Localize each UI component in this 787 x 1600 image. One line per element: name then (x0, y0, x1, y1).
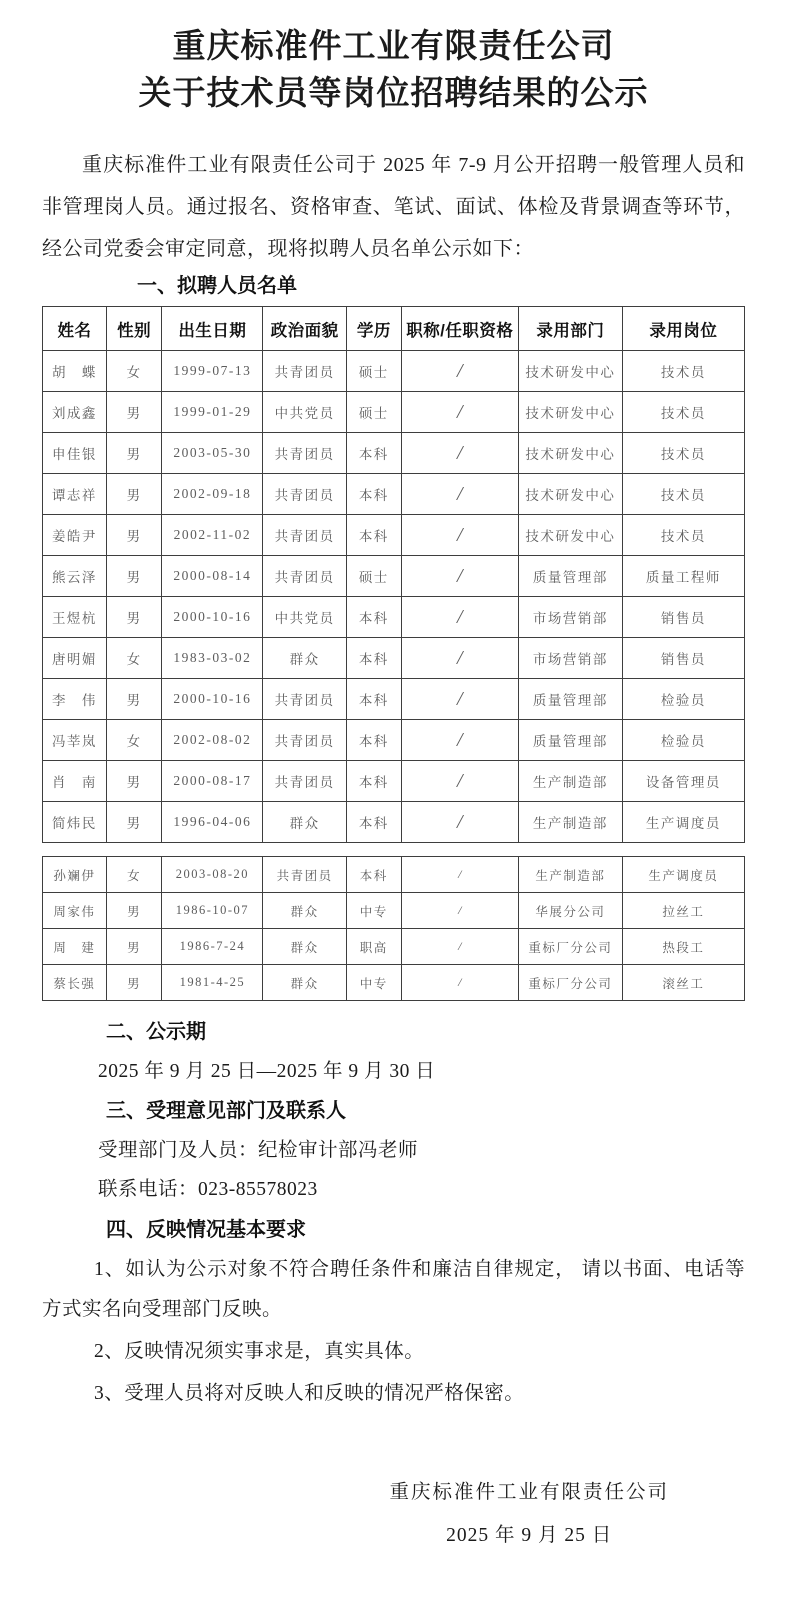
table-cell: 本科 (346, 474, 401, 515)
table-cell: 冯莘岚 (43, 720, 107, 761)
table-cell: 技术员 (622, 515, 744, 556)
table-cell: 孙斓伊 (43, 857, 107, 893)
table-cell: 群众 (263, 965, 347, 1001)
table-cell: 1981-4-25 (162, 965, 263, 1001)
title-line-1: 重庆标准件工业有限责任公司 (172, 29, 615, 65)
table-cell: 2003-08-20 (162, 857, 263, 893)
table-cell: 硕士 (346, 392, 401, 433)
table-cell: 姜皓尹 (43, 515, 107, 556)
table-cell: 女 (106, 638, 161, 679)
table-cell: 共青团员 (263, 433, 347, 474)
table-cell: 质量管理部 (518, 720, 622, 761)
table-row (43, 679, 745, 720)
table-cell: 检验员 (622, 720, 744, 761)
table-cell: 职高 (346, 929, 401, 965)
table-cell: 1986-10-07 (162, 893, 263, 929)
table-cell: / (401, 679, 518, 720)
table-cell: 技术员 (622, 474, 744, 515)
intro-paragraph: 重庆标准件工业有限责任公司于 2025 年 7-9 月公开招聘一般管理人员和非管理岗人员。通过报名、资格审查、笔试、面试、体检及背景调查等环节，经公司党委会审定同意，现将拟聘人员名单公示如下： (42, 154, 745, 260)
table-cell: 肖 南 (43, 761, 107, 802)
table-cell: / (401, 893, 518, 929)
column-header: 录用部门 (518, 307, 622, 351)
table-cell: 2003-05-30 (162, 433, 263, 474)
table-cell: 1999-01-29 (162, 392, 263, 433)
table-cell: 生产制造部 (518, 802, 622, 843)
table-row (43, 351, 745, 392)
section-heading-contact: 三、受理意见部门及联系人 (106, 1100, 346, 1122)
table-cell: 共青团员 (263, 474, 347, 515)
table-cell: 申佳银 (43, 433, 107, 474)
table-cell: / (401, 720, 518, 761)
table-row (43, 893, 745, 929)
table-cell: 男 (106, 597, 161, 638)
table-cell: 男 (106, 515, 161, 556)
table-cell: 共青团员 (263, 761, 347, 802)
roster-table-part2 (42, 856, 745, 1001)
signature-company: 重庆标准件工业有限责任公司 (389, 1482, 669, 1503)
table-row (43, 802, 745, 843)
table-cell: 检验员 (622, 679, 744, 720)
table-cell: 技术研发中心 (518, 433, 622, 474)
table-cell: 本科 (346, 802, 401, 843)
section-heading-period: 二、公示期 (106, 1021, 206, 1043)
table-cell: 本科 (346, 638, 401, 679)
table-cell: 男 (106, 679, 161, 720)
table-cell: / (401, 351, 518, 392)
table-cell: 1986-7-24 (162, 929, 263, 965)
table-cell: 拉丝工 (622, 893, 744, 929)
table-cell: 共青团员 (263, 679, 347, 720)
table-cell: 生产调度员 (622, 857, 744, 893)
table-cell: 周家伟 (43, 893, 107, 929)
table-cell: 本科 (346, 515, 401, 556)
column-header: 性别 (106, 307, 161, 351)
section-heading-requirements: 四、反映情况基本要求 (106, 1219, 306, 1241)
table-cell: 群众 (263, 893, 347, 929)
table-cell: / (401, 556, 518, 597)
table-cell: 周 建 (43, 929, 107, 965)
column-header: 姓名 (43, 307, 107, 351)
table-cell: 生产制造部 (518, 857, 622, 893)
table-row (43, 556, 745, 597)
table-cell: 2002-09-18 (162, 474, 263, 515)
table-cell: 2002-08-02 (162, 720, 263, 761)
table-cell: 男 (106, 433, 161, 474)
table-cell: 技术员 (622, 392, 744, 433)
table-cell: 简炜民 (43, 802, 107, 843)
table-cell: 2002-11-02 (162, 515, 263, 556)
table-cell: 热段工 (622, 929, 744, 965)
table-cell: 李 伟 (43, 679, 107, 720)
table-cell: 生产制造部 (518, 761, 622, 802)
table-cell: 共青团员 (263, 351, 347, 392)
signature-date: 2025 年 9 月 25 日 (446, 1525, 613, 1546)
table-cell: 群众 (263, 929, 347, 965)
table-cell: / (401, 802, 518, 843)
table-cell: 技术研发中心 (518, 351, 622, 392)
table-cell: / (401, 433, 518, 474)
signature-block (42, 1480, 745, 1549)
title-line-2: 关于技术员等岗位招聘结果的公示 (138, 76, 649, 112)
column-header: 学历 (346, 307, 401, 351)
contact-department: 受理部门及人员：纪检审计部冯老师 (98, 1140, 419, 1161)
table-cell: 中专 (346, 965, 401, 1001)
table-cell: 技术研发中心 (518, 515, 622, 556)
table-cell: / (401, 638, 518, 679)
table-cell: 本科 (346, 679, 401, 720)
table-cell: 2000-10-16 (162, 679, 263, 720)
table-cell: 男 (106, 474, 161, 515)
table-cell: 技术员 (622, 351, 744, 392)
table-cell: 市场营销部 (518, 638, 622, 679)
table-cell: 唐明媚 (43, 638, 107, 679)
table-cell: 中共党员 (263, 597, 347, 638)
table-row (43, 474, 745, 515)
table-row (43, 433, 745, 474)
table-cell: 熊云泽 (43, 556, 107, 597)
table-cell: 销售员 (622, 638, 744, 679)
table-cell: 重标厂分公司 (518, 929, 622, 965)
period-dates: 2025 年 9 月 25 日—2025 年 9 月 30 日 (98, 1061, 436, 1082)
page-title (42, 24, 745, 118)
table-cell: 硕士 (346, 351, 401, 392)
table-cell: 2000-08-17 (162, 761, 263, 802)
table-cell: 质量管理部 (518, 556, 622, 597)
table-cell: 共青团员 (263, 515, 347, 556)
table-cell: / (401, 761, 518, 802)
table-cell: 男 (106, 802, 161, 843)
table-cell: 硕士 (346, 556, 401, 597)
table-cell: 胡 蝶 (43, 351, 107, 392)
table-cell: 本科 (346, 720, 401, 761)
requirement-item-3: 3、受理人员将对反映人和反映的情况严格保密。 (94, 1383, 525, 1404)
section-heading-roster: 一、拟聘人员名单 (137, 275, 297, 297)
table-cell: 中共党员 (263, 392, 347, 433)
table-cell: / (401, 474, 518, 515)
table-row (43, 761, 745, 802)
table-cell: 群众 (263, 802, 347, 843)
table-cell: 1983-03-02 (162, 638, 263, 679)
table-row (43, 392, 745, 433)
table-cell: 1996-04-06 (162, 802, 263, 843)
column-header: 职称/任职资格 (401, 307, 518, 351)
table-cell: 生产调度员 (622, 802, 744, 843)
table-cell: 刘成鑫 (43, 392, 107, 433)
table-cell: / (401, 929, 518, 965)
table-cell: 滚丝工 (622, 965, 744, 1001)
table-cell: 男 (106, 761, 161, 802)
table-cell: 2000-10-16 (162, 597, 263, 638)
table-cell: 王煜杭 (43, 597, 107, 638)
roster-table-part1 (42, 306, 745, 843)
table-cell: 共青团员 (263, 556, 347, 597)
table-cell: 男 (106, 965, 161, 1001)
table-cell: / (401, 515, 518, 556)
table-cell: 中专 (346, 893, 401, 929)
table-header-row (43, 307, 745, 351)
table-row (43, 638, 745, 679)
table-cell: 设备管理员 (622, 761, 744, 802)
requirement-item-1: 1、如认为公示对象不符合聘任条件和廉洁自律规定， 请以书面、电话等方式实名向受理部门反映。 (42, 1259, 745, 1320)
table-cell: 技术研发中心 (518, 474, 622, 515)
table-cell: 技术员 (622, 433, 744, 474)
table-cell: 男 (106, 893, 161, 929)
table-row (43, 720, 745, 761)
table-cell: 质量工程师 (622, 556, 744, 597)
table-cell: 蔡长强 (43, 965, 107, 1001)
table-cell: 男 (106, 556, 161, 597)
table-cell: / (401, 597, 518, 638)
contact-phone: 联系电话：023-85578023 (98, 1179, 318, 1200)
table-row (43, 597, 745, 638)
table-cell: 男 (106, 392, 161, 433)
table-cell: 男 (106, 929, 161, 965)
table-cell: 2000-08-14 (162, 556, 263, 597)
table-cell: 本科 (346, 597, 401, 638)
table-cell: 本科 (346, 857, 401, 893)
table-cell: 女 (106, 720, 161, 761)
table-cell: 销售员 (622, 597, 744, 638)
column-header: 政治面貌 (263, 307, 347, 351)
requirement-item-2: 2、反映情况须实事求是，真实具体。 (94, 1341, 425, 1362)
table-row (43, 857, 745, 893)
table-cell: 共青团员 (263, 720, 347, 761)
table-row (43, 929, 745, 965)
table-cell: 1999-07-13 (162, 351, 263, 392)
table-cell: 共青团员 (263, 857, 347, 893)
table-cell: / (401, 965, 518, 1001)
column-header: 录用岗位 (622, 307, 744, 351)
table-cell: 群众 (263, 638, 347, 679)
table-cell: 谭志祥 (43, 474, 107, 515)
table-cell: 质量管理部 (518, 679, 622, 720)
table-cell: 本科 (346, 433, 401, 474)
table-cell: 重标厂分公司 (518, 965, 622, 1001)
table-cell: 市场营销部 (518, 597, 622, 638)
table-cell: 技术研发中心 (518, 392, 622, 433)
table-cell: / (401, 857, 518, 893)
table-cell: 女 (106, 351, 161, 392)
column-header: 出生日期 (162, 307, 263, 351)
table-cell: 华展分公司 (518, 893, 622, 929)
table-row (43, 515, 745, 556)
table-cell: / (401, 392, 518, 433)
table-cell: 女 (106, 857, 161, 893)
table-cell: 本科 (346, 761, 401, 802)
table-row (43, 965, 745, 1001)
